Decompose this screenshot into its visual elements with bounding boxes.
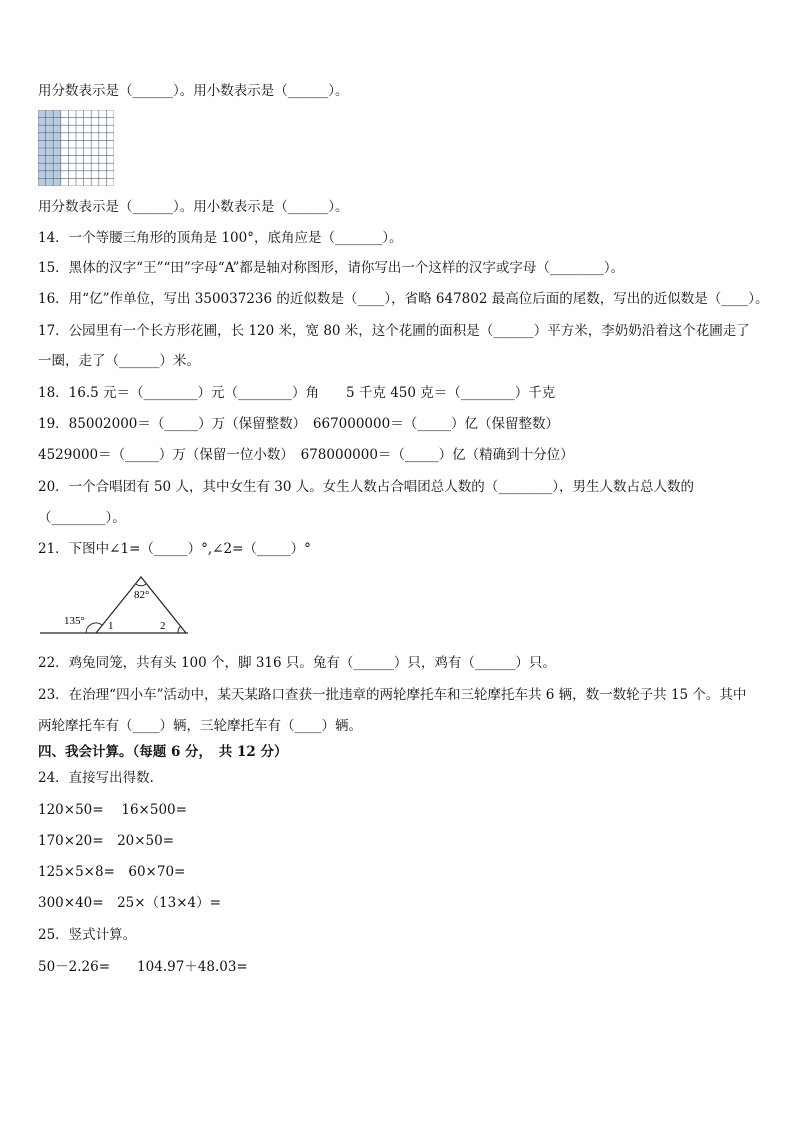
label-135: 135°: [64, 615, 85, 627]
calc-row-5: 50－2.26= 104.97＋48.03=: [38, 959, 248, 975]
question-22: 22．鸡兔同笼，共有头 100 个，脚 316 只。兔有（______）只，鸡有（______）只。: [38, 655, 556, 671]
arc-angle-top: [136, 584, 146, 586]
calc-row-1: 120×50= 16×500=: [38, 802, 187, 818]
question-20-line-2: （________）。: [38, 510, 126, 526]
question-18: 18．16.5 元＝（________）元（________）角 5 千克 450 克＝（________）千克: [38, 385, 556, 401]
question-17-line-1: 17．公园里有一个长方形花圃，长 120 米，宽 80 米，这个花圃的面积是（______）平方米，李奶奶沿着这个花圃走了: [38, 323, 750, 339]
calc-row-3: 125×5×8= 60×70=: [38, 864, 186, 880]
question-16: 16．用“亿”作单位，写出 350037236 的近似数是（____），省略 647802 最高位后面的尾数，写出的近似数是（____）。: [38, 291, 769, 307]
question-23-line-1: 23．在治理“四小车”活动中，某天某路口查获一批违章的两轮摩托车和三轮摩托车共 6 辆，数一数轮子共 15 个。其中: [38, 687, 747, 703]
label-82: 82°: [134, 589, 150, 601]
label-1: 1: [108, 620, 114, 632]
hundred-grid-figure: [38, 110, 114, 186]
l1: 用分数表示是（______）。用小数表示是（______）。: [38, 83, 349, 99]
question-24: 24．直接写出得数．: [38, 770, 164, 786]
question-21: 21．下图中∠1=（_____）°,∠2=（_____）°: [38, 541, 311, 557]
calc-row-2: 170×20= 20×50=: [38, 833, 175, 849]
question-15: 15．黑体的汉字“王”“田”字母“A”都是轴对称图形，请你写出一个这样的汉字或字母（________）。: [38, 260, 625, 276]
question-14: 14．一个等腰三角形的顶角是 100°，底角应是（_______）。: [38, 230, 403, 246]
question-19-line-1: 19．85002000＝（_____）万（保留整数） 667000000＝（_____）亿（保留整数）: [38, 416, 559, 432]
arc-angle-2: [178, 626, 181, 633]
question-20-line-1: 20．一个合唱团有 50 人，其中女生有 30 人。女生人数占合唱团总人数的（________），男生人数占总人数的: [38, 479, 694, 495]
calc-row-4: 300×40= 25×（13×4）=: [38, 895, 221, 911]
section-4-heading: 四、我会计算。（每题 6 分， 共 12 分）: [38, 744, 288, 760]
triangle-angle-figure: [40, 572, 190, 638]
label-2: 2: [160, 620, 166, 632]
question-23-line-2: 两轮摩托车有（____）辆，三轮摩托车有（____）辆。: [38, 718, 362, 734]
question-17-line-2: 一圈，走了（______）米。: [38, 353, 200, 369]
question-25: 25．竖式计算。: [38, 927, 137, 943]
l2: 用分数表示是（______）。用小数表示是（______）。: [38, 199, 349, 215]
question-19-line-2: 4529000＝（_____）万（保留一位小数） 678000000＝（_____）亿（精确到十分位）: [38, 447, 574, 463]
